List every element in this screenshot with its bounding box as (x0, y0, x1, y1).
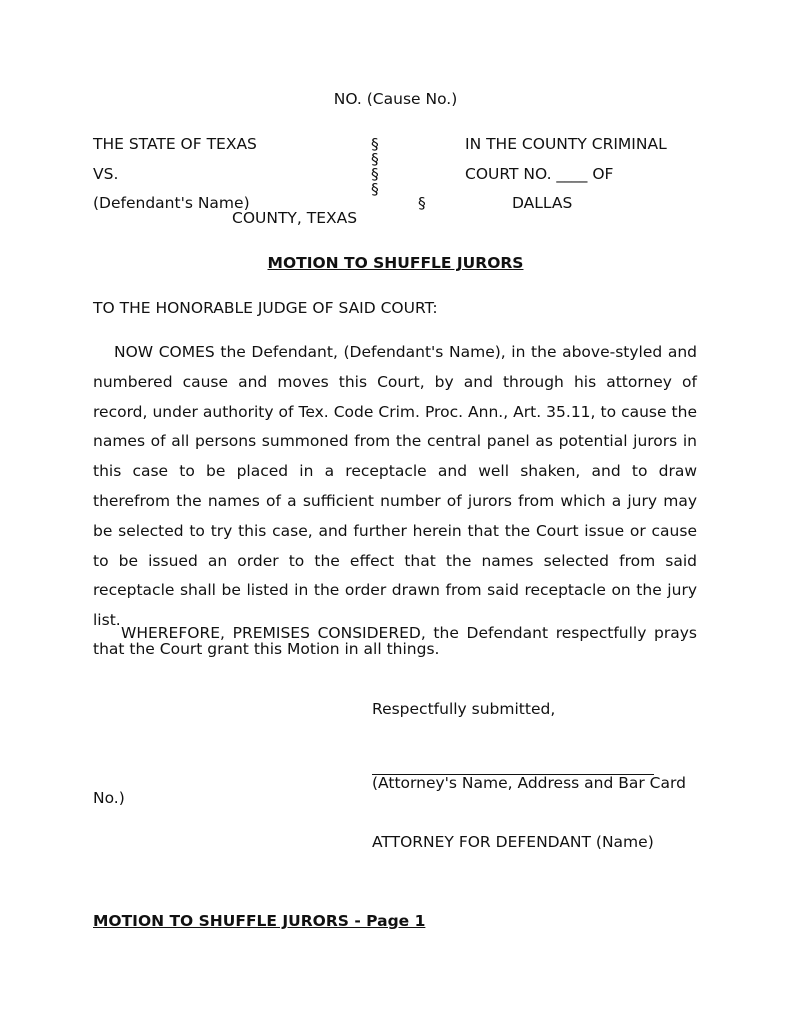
section-symbol: § (371, 150, 379, 168)
caption-state: THE STATE OF TEXAS (93, 135, 257, 153)
document-title: MOTION TO SHUFFLE JURORS (267, 254, 524, 272)
section-symbol: § (371, 180, 379, 198)
attorney-role: ATTORNEY FOR DEFENDANT (Name) (372, 833, 654, 851)
cause-number: NO. (Cause No.) (333, 90, 458, 108)
attorney-info: (Attorney's Name, Address and Bar Card (372, 774, 686, 792)
motion-body: NOW COMES the Defendant, (Defendant's Name), in the above-styled and numbered cause and moves this Court, by and through his attorney of record, under authority of Tex. Code Crim. Proc. Ann., Art. 35.11, to cause the names of all persons summoned from the central panel as potential jurors in this case to be placed in a receptacle and well shaken, and to draw therefrom the names of a sufficient number of jurors from which a jury may be selected to try this case, and further herein that the Court issue or cause to be issued an order to the effect that the names selected from said receptacle shall be listed in the order drawn from said receptacle on the jury list. (93, 343, 697, 630)
caption-county: COUNTY, TEXAS (232, 209, 358, 227)
caption-defendant: (Defendant's Name) (93, 194, 250, 212)
attorney-info-continued: No.) (93, 789, 125, 807)
caption-court-line2: COURT NO. ____ OF (465, 165, 614, 183)
caption-court-line3: DALLAS (512, 194, 573, 212)
closing: Respectfully submitted, (372, 700, 556, 718)
caption-court-line1: IN THE COUNTY CRIMINAL (465, 135, 667, 153)
caption-vs: VS. (93, 165, 119, 183)
page-footer: MOTION TO SHUFFLE JURORS - Page 1 (93, 912, 426, 930)
section-symbol: § (418, 194, 426, 212)
prayer-paragraph: WHEREFORE, PREMISES CONSIDERED, the Defendant respectfully prays that the Court grant this Motion in all things. (93, 624, 697, 658)
section-symbol: § (371, 135, 379, 153)
salutation: TO THE HONORABLE JUDGE OF SAID COURT: (93, 299, 438, 317)
section-symbol: § (371, 165, 379, 183)
